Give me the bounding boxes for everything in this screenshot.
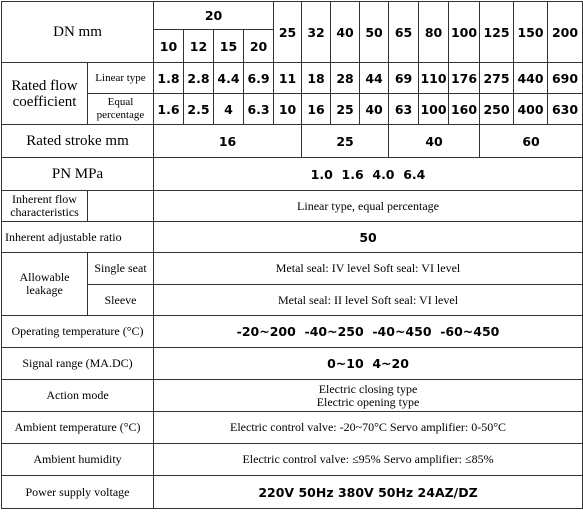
inherent-flow-label: Inherent flow characteristics xyxy=(2,191,88,222)
leakage-label: Allowable leakage xyxy=(2,253,88,316)
dn-sub-cell: 20 xyxy=(244,30,274,63)
flow-equal-cell: 25 xyxy=(331,94,360,125)
dn-sub-cell: 12 xyxy=(184,30,214,63)
dn-cell: 125 xyxy=(480,2,514,63)
pn-value: 1.0 1.6 4.0 6.4 xyxy=(154,158,583,191)
flow-linear-cell: 690 xyxy=(548,63,583,94)
leakage-sleeve-value: Metal seal: II level Soft seal: VI level xyxy=(154,285,583,316)
flow-equal-cell: 160 xyxy=(449,94,480,125)
humidity-label: Ambient humidity xyxy=(2,444,154,476)
dn-cell: 65 xyxy=(389,2,419,63)
flow-linear-cell: 440 xyxy=(514,63,548,94)
op-temp-label: Operating temperature (°C) xyxy=(2,316,154,348)
flow-linear-cell: 18 xyxy=(302,63,331,94)
dn-cell: 32 xyxy=(302,2,331,63)
stroke-value: 40 xyxy=(389,125,480,158)
flow-equal-label: Equal percentage xyxy=(88,94,154,125)
pn-label: PN MPa xyxy=(2,158,154,191)
dn-cell: 25 xyxy=(274,2,302,63)
stroke-value: 60 xyxy=(480,125,583,158)
flow-equal-cell: 6.3 xyxy=(244,94,274,125)
dn-cell: 150 xyxy=(514,2,548,63)
dn-sub-cell: 10 xyxy=(154,30,184,63)
leakage-sleeve-label: Sleeve xyxy=(88,285,154,316)
flow-equal-cell: 630 xyxy=(548,94,583,125)
inherent-ratio-label: Inherent adjustable ratio xyxy=(2,222,154,253)
flow-linear-cell: 4.4 xyxy=(214,63,244,94)
leakage-single-label: Single seat xyxy=(88,253,154,285)
action-value-closing: Electric closing type xyxy=(318,381,418,396)
flow-linear-cell: 69 xyxy=(389,63,419,94)
empty-cell xyxy=(88,191,154,222)
flow-linear-cell: 110 xyxy=(419,63,449,94)
action-value xyxy=(154,380,583,412)
power-label: Power supply voltage xyxy=(2,476,154,509)
action-value-opening: Electric opening type xyxy=(316,394,420,409)
stroke-value: 16 xyxy=(154,125,302,158)
flow-equal-cell: 63 xyxy=(389,94,419,125)
flow-equal-cell: 16 xyxy=(302,94,331,125)
flow-linear-cell: 275 xyxy=(480,63,514,94)
stroke-value: 25 xyxy=(302,125,389,158)
dn-cell: 80 xyxy=(419,2,449,63)
dn-cell: 200 xyxy=(548,2,583,63)
signal-label: Signal range (MA.DC) xyxy=(2,348,154,380)
flow-linear-cell: 28 xyxy=(331,63,360,94)
flow-linear-cell: 11 xyxy=(274,63,302,94)
flow-equal-cell: 2.5 xyxy=(184,94,214,125)
flow-equal-cell: 400 xyxy=(514,94,548,125)
ambient-temp-label: Ambient temperature (°C) xyxy=(2,412,154,444)
dn-sub-cell: 15 xyxy=(214,30,244,63)
spec-table xyxy=(1,1,583,509)
ambient-temp-value: Electric control valve: -20~70°C Servo amplifier: 0-50°C xyxy=(154,412,583,444)
flow-equal-cell: 100 xyxy=(419,94,449,125)
dn-cell: 50 xyxy=(360,2,389,63)
inherent-flow-value: Linear type, equal percentage xyxy=(154,191,583,222)
flow-linear-cell: 1.8 xyxy=(154,63,184,94)
dn-group-20: 20 xyxy=(154,2,274,30)
humidity-value: Electric control valve: ≤95% Servo amplifier: ≤85% xyxy=(154,444,583,476)
flow-linear-label: Linear type xyxy=(88,63,154,94)
flow-equal-cell: 4 xyxy=(214,94,244,125)
flow-equal-cell: 250 xyxy=(480,94,514,125)
flow-equal-cell: 40 xyxy=(360,94,389,125)
dn-label: DN mm xyxy=(2,2,154,63)
op-temp-value: -20~200 -40~250 -40~450 -60~450 xyxy=(154,316,583,348)
leakage-single-value: Metal seal: IV level Soft seal: VI level xyxy=(154,253,583,285)
flow-linear-cell: 44 xyxy=(360,63,389,94)
stroke-label: Rated stroke mm xyxy=(2,125,154,158)
dn-cell: 40 xyxy=(331,2,360,63)
flow-linear-cell: 176 xyxy=(449,63,480,94)
dn-cell: 100 xyxy=(449,2,480,63)
inherent-ratio-value: 50 xyxy=(154,222,583,253)
power-value: 220V 50Hz 380V 50Hz 24AZ/DZ xyxy=(154,476,583,509)
flow-linear-cell: 2.8 xyxy=(184,63,214,94)
action-label: Action mode xyxy=(2,380,154,412)
flow-equal-cell: 1.6 xyxy=(154,94,184,125)
flow-linear-cell: 6.9 xyxy=(244,63,274,94)
flow-equal-cell: 10 xyxy=(274,94,302,125)
flow-label: Rated flow coefficient xyxy=(2,63,88,125)
signal-value: 0~10 4~20 xyxy=(154,348,583,380)
